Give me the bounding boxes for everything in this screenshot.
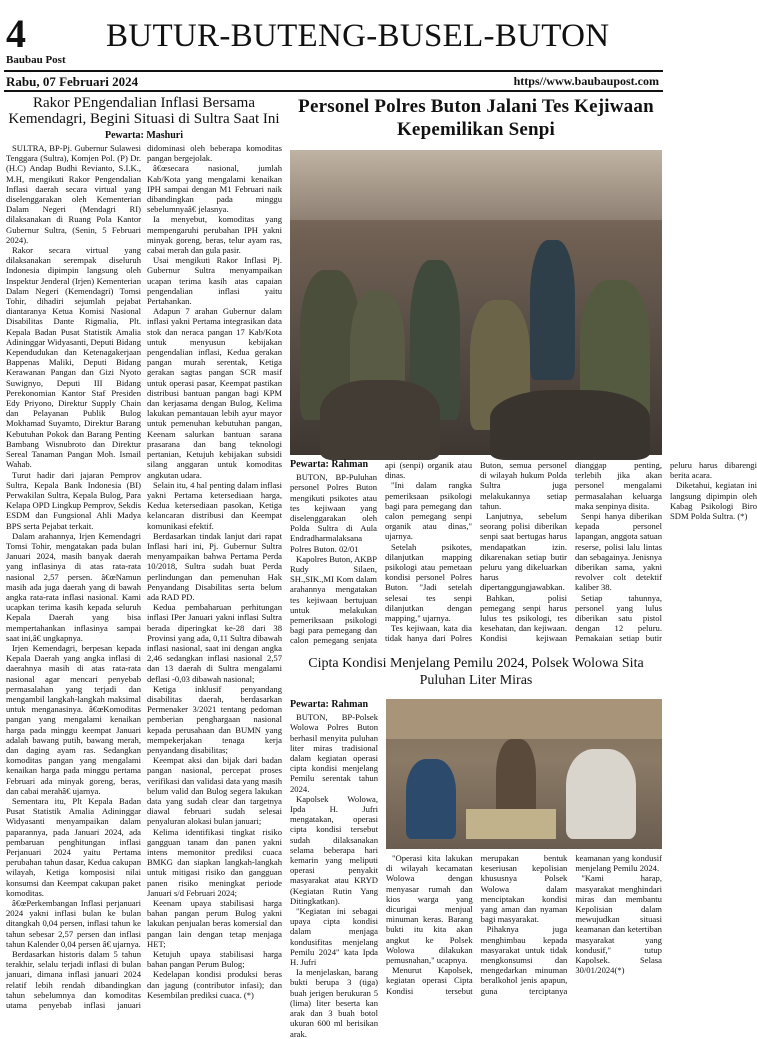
- paragraph: Berdasarkan tindak lanjut dari rapat Inflasi hari ini, Pj. Gubernur Sultra menyampaikan bahwa Pertama Perda 10/2018, Sultra sudah buat Perda perlindungan dan pemenuhan Hak Penyandang Disabilitas serta belum ada RAD PD.: [147, 530, 282, 602]
- article-byline: Pewarta: Mashuri: [104, 130, 184, 141]
- article-body: [290, 459, 757, 650]
- paragraph: Keempat aksi dan bijak dari badan pangan nasional, percepat proses verifikasi dan validasi data yang masih belum valid dan Bulog segera lakukan data yang sudah clear dan targetnya diawal februari sudah selesai penyaluran alokasi bulan januari;: [147, 755, 282, 827]
- paragraph: Rakor secara virtual yang dilaksanakan serempak diseluruh Indonesia dipimpin langsung oleh Inspektur Jenderal (Irjen) Kementerian Dalam Negeri (Kemendagri) Tomsi Tohir, dihadiri sejumlah pejabat diantaranya Ketua Komisi Nasional Disabilitas Dante Rigmalia, Plt. Kepala Badan Pusat Statistik Amalia Adininggar Widyasanti, Deputi Bidang Kependudukan dan Ketenagakerjaan Bappenas Maliki, Deputi Bidang Kerawanan Pangan dan Gizi Nyoto Suwignyo, Deputi III Bidang Perekonomian Kantor Staf Presiden Edy Priyono, Direktur Supply Chain dan Pelayanan Publik Bulog Mokhamad Suyamto, Direktur Barang Kebutuhan Pokok dan Barang Penting Bambang Wisnubroto dan Direktur Sereal Tanaman Pangan Moh. Ismail Wahab.: [6, 245, 141, 470]
- paragraph: Ketujuh upaya stabilisasi harga bahan pangan Perum Bulog;: [147, 949, 282, 970]
- article-liquor-seizure: [290, 655, 662, 1039]
- article-byline: Pewarta: Rahman: [290, 459, 369, 470]
- paragraph: BUTON, BP-Puluhan personel Polres Buton mengikuti psikotes atau tes kejiwaan yang diselenggarakan oleh Polda Sultra di Aula Endradharmalaksana Polres Buton. 02/01: [290, 472, 377, 554]
- paragraph: Kedua pembaharuan perhitungan inflasi IPer Januari yakni inflasi Sultra berada diperingkat ke-28 dari 38 Provinsi yang ada, 0,11 Sultra dibawah inflasi nasional, saat ini dengan angka 2,46 sedangkan inflasi nasional 2,57 dan 13 daerah di Sultra mengalami deflasi -0,03 dibawah nasional;: [147, 602, 282, 684]
- paragraph: â€œPerkembangan Inflasi perjanuari 2024 yakni inflasi bulan ke bulan ditangkah 0,04 persen, inflasi tahun ke tahun sebesar 2,57 persen dan inflasi tahun Kalender 0,04 persen â€ ujarnya.: [6, 898, 141, 949]
- paragraph: Menurut Kapolsek, kegiatan operasi Cipta Kondisi tersebut merupakan bentuk keseriusan kepolisian khususnya Polsek Wolowa dalam menciptakan kondisi yang aman dan nyaman bagi masyarakat.: [386, 853, 568, 996]
- article-police-psychotest: [290, 95, 757, 651]
- paragraph: Ia menjelaskan, barang bukti berupa 3 (tiga) buah jerigen berukuran 5 (lima) liter beserta kan arak dan 3 buah botol ukuran 600 ml berisikan arak.: [290, 967, 378, 1039]
- paragraph: Keenam upaya stabilisasi harga bahan pangan perum Bulog yakni lakukan penjualan beras komersial dan pangan lain dengan tetap menjaga HET;: [147, 898, 282, 949]
- paragraph: Ketiga inklusif penyandang disabilitas daerah, berdasarkan Permenaker 3/2021 tentang pedoman pemberian penghargaan nasional kepada perusahaan dan BUMN yang mempekerjakan tenaga kerja penyandang disabilitas;: [147, 683, 282, 755]
- paragraph: Dalam arahannya, Irjen Kemendagri Tomsi Tohir, mengatakan pada bulan Januari 2024, masih banyak daerah yang inflasinya di atas rata-rata nasional 2,57 persen. â€œNamun masih ada juga daerah yang di bawah angka rata-rata inflasi nasional. Kami ucapkan terima kasih kepada seluruh Kepala Daerah yang bisa mempertahankan inflasinya sampai saat ini,â€ ungkapnya.: [6, 530, 141, 643]
- publication-date: Rabu, 07 Februari 2024: [6, 74, 139, 89]
- page-number: 4: [6, 11, 26, 56]
- paragraph: Lanjutnya, sebelum seorang polisi diberikan senpi saat bertugas harus mendapatkan izin. dikarenakan setiap butir peluru yang dikeluarkan harus dipertanggungjawabkan.: [480, 511, 567, 593]
- article-byline: Pewarta: Rahman: [290, 699, 369, 710]
- paragraph: Irjen Kemendagri, berpesan kepada Kepala Daerah yang angka inflasi di daerahnya masih di atas rata-rata nasional agar mencari penyebab permasalahan yang terjadi dan mengambil langkah-langkah maksimal untuk menganasinya. â€œKomoditas pangan yang mengalami kenaikan harga pada minggu keempat Januari adalah bawang putih, bawang merah, dan daging ayam ras. Sedangkan komoditas pangan yang mengalami kenaikan harga pada minggu pertama Februari ada minyak goreng, beras, dan cabai merahâ€ ujarnya.: [6, 642, 141, 796]
- paragraph: "Operasi kita lakukan di wilayah kecamatan Wolowa dengan menyasar rumah dan kios warga yang dicurigai menjual minuman keras. Barang bukti itu kita akan angkut ke Polsek Wolowa dilakukan pemusnahan," ucapnya.: [386, 853, 473, 966]
- article-headline: Rakor PEngendalian Inflasi Bersama Kemendagri, Begini Situasi di Sultra Saat Ini: [8, 95, 280, 127]
- paragraph: Adapun 7 arahan Gubernur dalam inflasi yakni Pertama integrasikan data stok dan neraca pangan 17 Kab/Kota untuk menyusun kebijakan pengendalian inflasi, Kedua gerakan pangan murah serentak, Ketiga gerakan sagtas pangan SCR masif untuk operasi pasar, Keempat pastikan distribusi bantuan pangan bagi KPM dan kerjasama dengan Bulog, Kelima lakukan pemantauan lebih ayur mayor untuk pemenuhan kebutuhan pangan, Keenam salurkan bantuan sarana prasarana dan bang teknologi pertanian, Ketujuh kebijakan subsidi silang anggaran untuk komoditas angkutan udara.: [147, 306, 282, 480]
- article-inflation: [6, 95, 282, 1011]
- paragraph: Usai mengikuti Rakor Inflasi Pj. Gubernur Sultra menyampaikan ucapan terima kasih atas capaian pengendalian inflasi yaitu Pertahankan.: [147, 255, 282, 307]
- paragraph: Ia menyebut, komoditas yang mempengaruhi perubahan IPH yakni minyak goreng, beras, telur ayam ras, cabai merah dan gula pasir.: [147, 214, 282, 256]
- paragraph: "Ini dalam rangka pemeriksaan psikologi bagi para pemegang dan calon pemegang senpi organik atau dinas," ujarnya.: [385, 480, 472, 542]
- paragraph: Kapolsek Wolowa, Ipda H. Jufri mengatakan, operasi cipta kondisi tersebut sudah dilaksanakan selama beberapa hari kemarin yang meliputi operasi penyakit masyarakat atau KRYD (Kegiatan Rutin Yang Ditingkatkan).: [290, 793, 378, 906]
- dateline-bar: [4, 70, 663, 92]
- paragraph: Bahkan, polisi pemegang senpi harus lulus tes psikologi, tes kesehatan, dan kejiwaan. Kondisi kejiwaan dianggap penting, terlebih jika akan personel mengalami permasalahan keluarga maka senpinya disita.: [480, 460, 662, 644]
- masthead: [4, 11, 663, 89]
- paragraph: Berdasarkan historis dalam 5 tahun terakhir, selalu terjadi inflasi di bulan januari, dimana inflasi januari 2024 relatif lebih rendah dibandingkan tahun sebelumnya dan komoditas utama penyebab inflasi januari didominasi oleh beberapa komoditas pangan bergejolak.: [6, 143, 282, 1011]
- paragraph: Tes kejiwaan, kata dia tidak hanya dari Polres Buton, semua personel di wilayah hukum Polda Sultra juga melakukannya setiap tahun.: [385, 460, 567, 644]
- paragraph: Diketahui, kegiatan ini langsung dipimpin oleh Kabag Psikologi Biro SDM Polda Sultra. (*): [670, 480, 757, 522]
- section-title: BUTUR-BUTENG-BUSEL-BUTON: [106, 18, 610, 54]
- article-headline: Cipta Kondisi Menjelang Pemilu 2024, Polsek Wolowa Sita Puluhan Liter Miras: [308, 656, 644, 688]
- paragraph: Selain itu, 4 hal penting dalam inflasi yakni Pertama ketersediaan harga, Kedua ketersediaan pasokan, Ketiga kelancaran distribusi dan Keempat komunikasi efektif.: [147, 479, 282, 531]
- photo-police-seize-liquor: [386, 699, 662, 849]
- paragraph: Kedelapan kondisi produksi beras dan jagung (contributor infasi); dan Kesembilan prediksi cuaca. (*): [147, 969, 282, 1000]
- paragraph: "Kegiatan ini sebagai upaya cipta kondisi dalam menjaga kondusifitas menjelang Pemilu 2024" kata Ipda H. Jufri: [290, 906, 378, 968]
- paragraph: SULTRA, BP-Pj. Gubernur Sulawesi Tenggara (Sultra), Komjen Pol. (P) Dr. (H.C) Andap Budhi Revianto, S.I.K., M.H, mengikuti Rakor Pengendalian Inflasi daerah secara virtual yang diselenggarakan oleh Kementerian Dalam Negeri (Mendagri RI) dilaksanakan di Ruang Pola Kantor Gubernur Sultra, (Senin, 5 Februari 2024).: [6, 143, 141, 245]
- paragraph: Senpi hanya diberikan kepada personel lapangan, anggota satuan reserse, polisi lalu lintas dan sebagainya. Jenisnya diberikan sama, yakni revolver colt detektif kaliber 38.: [575, 511, 662, 593]
- paragraph: "Kami harap, masyarakat menghindari miras dan membantu Kepolisian dalam mewujudkan situasi keamanan dan ketertiban masyarakat yang kondusif," tutup Kapolsek. Selasa 30/01/2024(*): [575, 873, 662, 976]
- paragraph: BUTON, BP-Polsek Wolowa Polres Buton berhasil menyita puluhan liter miras tradisional dalam kegiatan operasi cipta kondisi menjelang Pemilu serentak tahun 2024.: [290, 712, 378, 794]
- brand-name: Baubau Post: [6, 54, 66, 66]
- paragraph: Setiap tahunnya, personel yang lulus diberikan satu pistol dengan 12 peluru. Pemakaian setiap butir peluru harus dibarengi berita acara.: [575, 460, 757, 644]
- paragraph: Kelima identifikasi tingkat risiko gangguan tanam dan panen yakni intens memonitor prediksi cuaca BMKG dan siapkan langkah-langkah untuk mitigasi risiko dan gangguan panen risiko meningkat periode Januari s/d Februari 2024;: [147, 826, 282, 898]
- paragraph: Sementara itu, Plt Kepala Badan Pusat Statistik Amalia Adininggar Widyasanti menyampaikan dalam paparannya, pada Januari 2024, ada pembaruan penghitungan inflasi Perjanuari 2024 yaitu Pertama perubahan tahun dasar, Kedua cakupan wilayah, Ketiga komposisi nilai konsumsi dan Keempat cakupan paket komoditas.: [6, 796, 141, 898]
- paragraph: Pihaknya juga menghimbau kepada masyarakat untuk tidak mengkonsumsi dan mengedarkan minuman beralkohol jenis apapun, guna terciptanya keamanan yang kondusif menjelang Pemilu 2024.: [480, 853, 662, 996]
- paragraph: Setelah psikotes, dilanjutkan mapping psikologi atau pemetaan kondisi personel Polres Buton. "Jadi setelah selesai tes senpi dilanjutkan dengan mapping," ujarnya.: [385, 541, 472, 624]
- paragraph: Kapolres Buton, AKBP Rudy Silaen, SH.,SIK.,MI Kom dalam arahannya mengatakan tes kejiwaan bertujuan untuk melakukan pemeriksaan psikologi bagi para pemegang dan calon pemegang senjata api (senpi) organik atau dinas.: [290, 460, 472, 646]
- paragraph: â€œsecara nasional, jumlah Kab/Kota yang mengalami kenaikan IPH sampai dengan M1 Februari naik dibandingkan pada minggu sebelumnyaâ€ jelasnya.: [147, 163, 282, 215]
- photo-personnel-psychological-test: [290, 150, 662, 455]
- article-headline: Personel Polres Buton Jalani Tes Kejiwaan Kepemilikan Senpi: [298, 96, 654, 140]
- article-body: [6, 143, 282, 1010]
- article-body-right: [386, 853, 662, 1007]
- article-body-left: [290, 699, 378, 1039]
- paragraph: Turut hadir dari jajaran Pemprov Sultra, Kepala Bank Indonesia (BI) Perwakilan Sultra, Kepala Bulog, Para Kelapa OPD Lingkup Pemprov, Sekdis ESDM dan Fungsional Ahli Madya BPS serta Pejabat terkait.: [6, 469, 141, 531]
- site-url: https//www.baubaupost.com: [513, 74, 659, 88]
